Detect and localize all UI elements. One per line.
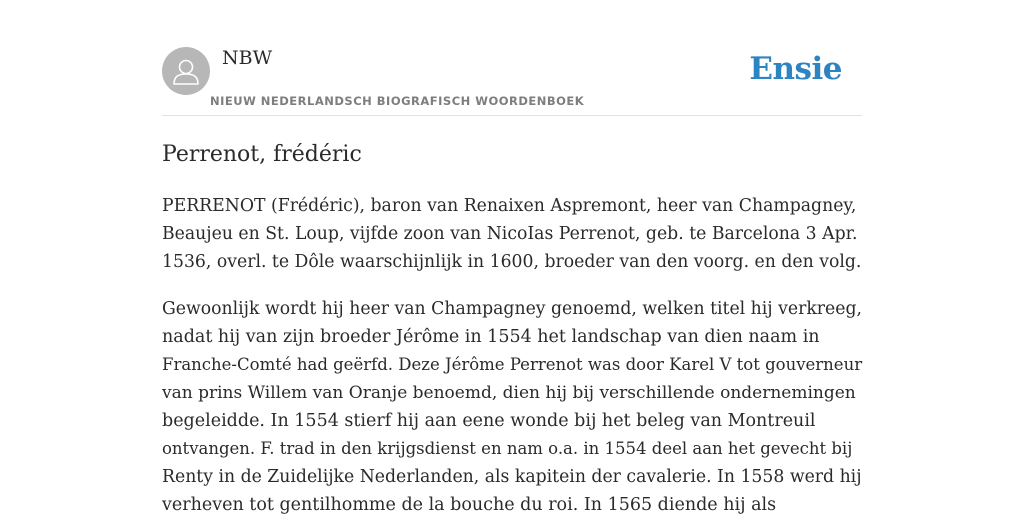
paragraph-line: Gewoonlijk wordt hij heer van Champagney genoemd, welken titel hij verkreeg, xyxy=(162,299,862,319)
paragraph-line: PERRENOT (Frédéric), baron van Renaixen Aspremont, heer van Champagney, xyxy=(162,196,857,216)
source-label[interactable]: NIEUW NEDERLANDSCH BIOGRAFISCH WOORDENBOEK xyxy=(210,94,585,108)
paragraph-line: Beaujeu en St. Loup, vijfde zoon van NicoIas Perrenot, geb. te Barcelona 3 Apr. xyxy=(162,224,858,244)
paragraph-line: Franche-Comté had geërfd. Deze Jérôme Perrenot was door Karel V tot gouverneur xyxy=(162,355,863,374)
paragraph-line: ontvangen. F. trad in den krijgsdienst en nam o.a. in 1554 deel aan het gevecht bij xyxy=(162,439,853,458)
paragraph-line: nadat hij van zijn broeder Jérôme in 1554 het landschap van dien naam in xyxy=(162,327,820,347)
author-avatar[interactable] xyxy=(162,47,210,95)
paragraph-line: van prins Willem van Oranje benoemd, dien hij bij verschillende ondernemingen xyxy=(162,383,856,403)
article-paragraph-2 xyxy=(162,295,862,519)
header-divider xyxy=(162,115,862,116)
article-title: Perrenot, frédéric xyxy=(162,142,362,167)
paragraph-line: Renty in de Zuidelijke Nederlanden, als kapitein der cavalerie. In 1558 werd hij xyxy=(162,467,862,487)
paragraph-line: 1536, overl. te Dôle waarschijnlijk in 1600, broeder van den voorg. en den volg. xyxy=(162,252,862,272)
article-page xyxy=(162,0,863,515)
user-icon xyxy=(162,47,210,95)
ensie-logo[interactable]: Ensie xyxy=(749,51,842,87)
article-paragraph-1 xyxy=(162,192,862,276)
paragraph-line: begeleidde. In 1554 stierf hij aan eene wonde bij het beleg van Montreuil xyxy=(162,411,816,431)
paragraph-line: verheven tot gentilhomme de la bouche du roi. In 1565 diende hij als xyxy=(162,495,777,515)
author-name[interactable]: NBW xyxy=(222,47,273,69)
